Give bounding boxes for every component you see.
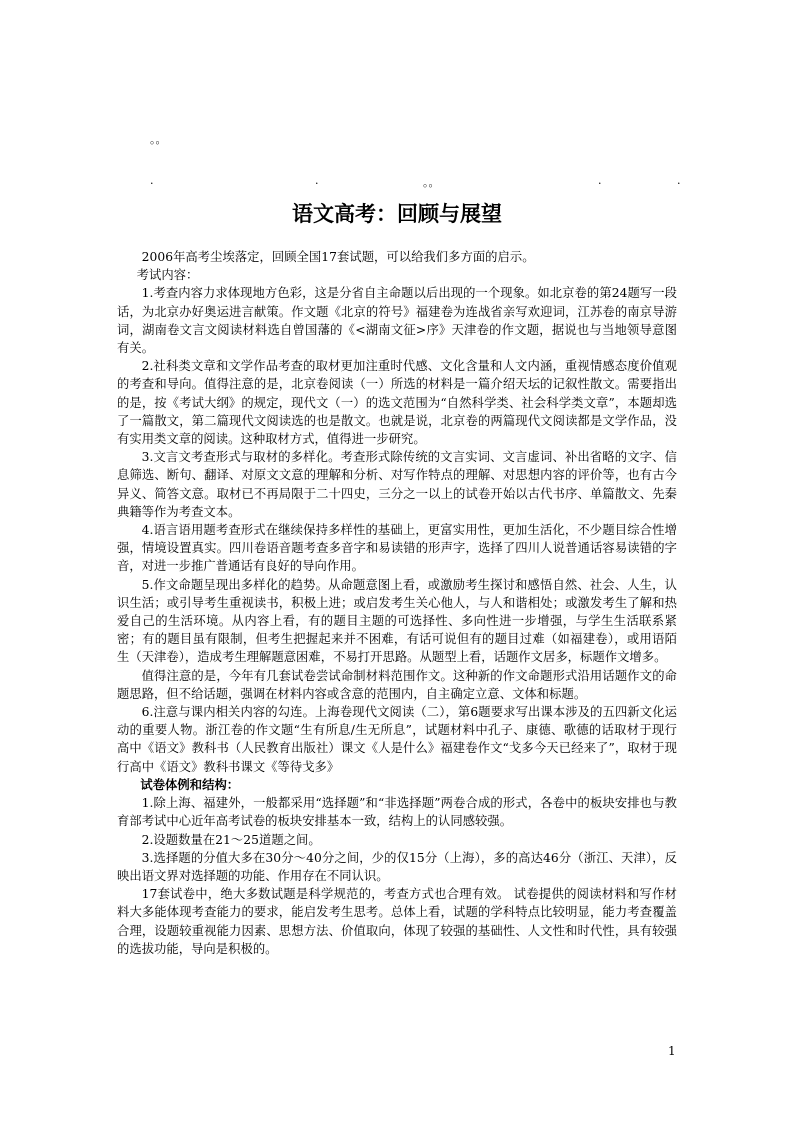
paragraph: 17套试卷中，绝大多数试题是科学规范的，考查方式也合理有效。 试卷提供的阅读材料和写作材料大多能体现考查能力的要求，能启发考生思考。总体上看，试题的学科特点比较明显，能力考查覆盖合理，设题较重视能力因素、思想方法、价值取向，体现了较强的基础性、人文性和时代性，具有较强的选拔功能，导向是积极的。 xyxy=(117,887,677,956)
paragraph: 3.选择题的分值大多在30分～40分之间，少的仅15分（上海），多的高达46分（浙江、天津），反映出语文界对选择题的功能、作用存在不同认识。 xyxy=(117,850,677,883)
paragraph: 3.文言文考查形式与取材的多样化。考查形式除传统的文言实词、文言虚词、补出省略的文字、信息筛选、断句、翻译、对原文文意的理解和分析、对写作特点的理解、对思想内容的评价等，也有古今异义、简答文意。取材已不再局限于二十四史，三分之一以上的试卷开始以古代书序、单篇散文、先秦典籍等作为考查文本。 xyxy=(117,450,677,519)
dot-mark: . xyxy=(598,174,602,187)
paragraph: 1.考查内容力求体现地方色彩，这是分省自主命题以后出现的一个现象。如北京卷的第24题写一段话，为北京办好奥运进言献策。作文题《北京的符号》福建卷为连战省亲写欢迎词，江苏卷的南京导游词，湖南卷文言文阅读材料选自曾国藩的《<湖南文征>序》天津卷的作文题，据说也与当地领导意图有关。 xyxy=(117,286,677,356)
paragraph: 4.语言语用题考查形式在继续保持多样性的基础上，更富实用性，更加生活化，不少题目综合性增强，情境设置真实。四川卷语音题考查多音字和易读错的形声字，选择了四川人说普通话容易读错的字音，对进一步推广普通话有良好的导向作用。 xyxy=(117,523,677,574)
dot-mark: . xyxy=(150,174,154,187)
paragraph: 2.设题数量在21～25道题之间。 xyxy=(141,832,321,847)
paragraph: 5.作文命题呈现出多样化的趋势。从命题意图上看，或激励考生探讨和感悟自然、社会、人生，认识生活；或引导考生重视读书，积极上进；或启发考生关心他人，与人和谐相处；或激发考生了解和热爱自己的生活环境。从内容上看，有的题目主题的可选择性、多向性进一步增强，与学生生活联系紧密；有的题目虽有限制，但考生把握起来并不困难，有话可说但有的题目过难（如福建卷），或用语陌生（天津卷），造成考生理解题意困难，不易打开思路。从题型上看，话题作文居多，标题作文增多。 xyxy=(117,577,677,665)
page-number: 1 xyxy=(668,1044,676,1058)
section-heading: 试卷体例和结构： xyxy=(140,776,240,792)
dot-mark: . xyxy=(677,174,681,187)
paragraph: 1.除上海、福建外，一般都采用“选择题”和“非选择题”两卷合成的形式，各卷中的板块安排也与教育部考试中心近年高考试卷的板块安排基本一致，结构上的认同感较强。 xyxy=(117,796,677,829)
dot-marks-row xyxy=(0,174,794,188)
dot-mark: . xyxy=(315,174,319,187)
paragraph: 值得注意的是，今年有几套试卷尝试命制材料范围作文。这种新的作文命题形式沿用话题作文的命题思路，但不给话题，强调在材料内容或含意的范围内，自主确定立意、文体和标题。 xyxy=(117,668,677,701)
paragraph: 2.社科类文章和文学作品考查的取材更加注重时代感、文化含量和人文内涵，重视情感态度价值观的考查和导向。值得注意的是，北京卷阅读（一）所选的材料是一篇介绍天坛的记叙性散文。需要指出的是，按《考试大纲》的规定，现代文（一）的选文范围为“自然科学类、社会科学类文章”，本题却选了一篇散文，第二篇现代文阅读选的也是散文。也就是说，北京卷的两篇现代文阅读都是文学作品，没有实用类文章的阅读。这种取材方式，值得进一步研究。 xyxy=(117,359,677,447)
page-title: 语文高考：回顾与展望 xyxy=(292,202,502,226)
paragraph: 2006年高考尘埃落定，回顾全国17套试题，可以给我们多方面的启示。 xyxy=(141,250,535,264)
paragraph: 6.注意与课内相关内容的勾连。上海卷现代文阅读（二），第6题要求写出课本涉及的五四新文化运动的重要人物。浙江卷的作文题“生有所息/生无所息”，试题材料中孔子、康德、歌德的话取材于现行高中《语文》教科书（人民教育出版社）课文《人是什么》福建卷作文“戈多今天已经来了”，取材于现行高中《语文》教科书课文《等待戈多》 xyxy=(117,705,677,774)
section-heading: 考试内容： xyxy=(136,268,199,283)
dot-mark: 。。 xyxy=(423,176,440,189)
top-mark: 。。 xyxy=(150,133,167,146)
article-body xyxy=(117,248,677,958)
